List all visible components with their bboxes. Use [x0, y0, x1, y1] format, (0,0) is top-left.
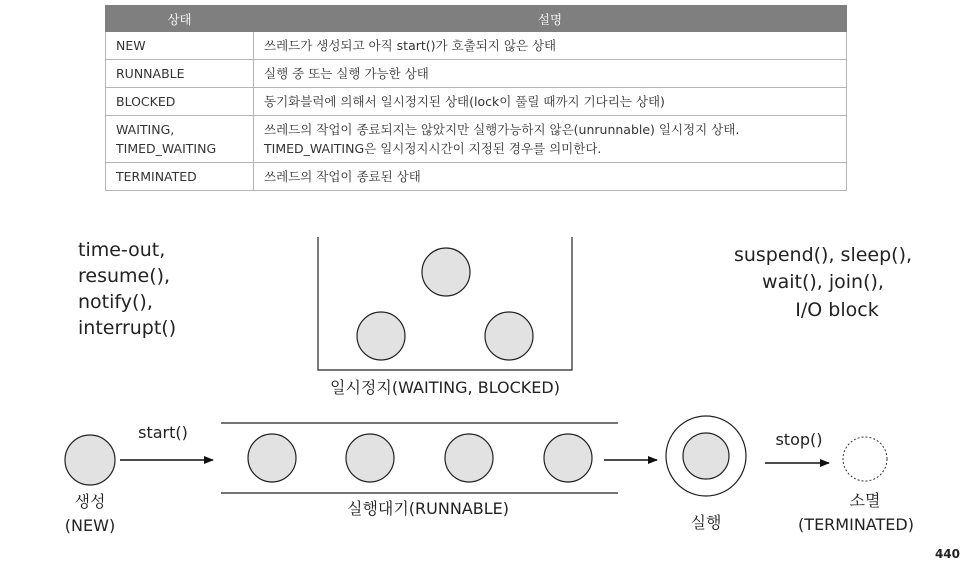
runnable-thread — [544, 434, 592, 482]
terminated-thread — [843, 437, 887, 481]
start-label: start() — [138, 423, 188, 442]
runnable-label: 실행대기(RUNNABLE) — [346, 499, 510, 518]
state-name: BLOCKED — [116, 94, 176, 109]
description-cell: 쓰레드가 생성되고 아직 start()가 호출되지 않은 상태 — [254, 32, 847, 60]
description-cell: 실행 중 또는 실행 가능한 상태 — [254, 60, 847, 88]
pause-method-label: I/O block — [795, 299, 879, 321]
pause-method-label: suspend(), sleep(), — [733, 244, 913, 266]
pause-method-label: wait(), join(), — [762, 271, 884, 293]
state-name: TERMINATED — [116, 169, 197, 184]
running-label: 실행 — [690, 513, 722, 532]
running-thread — [683, 433, 729, 479]
new-sub-label: (NEW) — [64, 516, 116, 535]
stop-label: stop() — [775, 430, 823, 449]
description-cell: 쓰레드의 작업이 종료된 상태 — [254, 163, 847, 191]
terminated-label: 소멸 — [849, 491, 881, 510]
terminated-sub-label: (TERMINATED) — [798, 515, 914, 534]
new-label: 생성 — [74, 492, 106, 511]
state-name: NEW — [116, 38, 146, 53]
waiting-label: 일시정지(WAITING, BLOCKED) — [330, 378, 560, 397]
runnable-thread — [346, 434, 394, 482]
new-thread — [65, 435, 115, 485]
resume-method-label: time-out, — [78, 239, 166, 261]
header-description: 설명 — [254, 6, 847, 32]
state-name: WAITING, — [116, 122, 175, 137]
waiting-thread — [422, 248, 470, 296]
header-state: 상태 — [106, 6, 254, 32]
state-name: TIMED_WAITING — [116, 141, 217, 156]
runnable-thread — [248, 434, 296, 482]
state-name: RUNNABLE — [116, 66, 185, 81]
description-cell: 동기화블럭에 의해서 일시정지된 상태(lock이 풀릴 때까지 기다리는 상태) — [254, 88, 847, 116]
resume-method-label: resume(), — [78, 265, 171, 287]
resume-method-label: interrupt() — [78, 317, 177, 339]
page-number: 440 — [934, 547, 960, 561]
description-cell: 쓰레드의 작업이 종료되지는 않았지만 실행가능하지 않은(unrunnable) 일시정지 상태. TIMED_WAITING은 일시정지시간이 지정된 경우를 의미한다. — [254, 116, 847, 163]
waiting-thread — [485, 312, 533, 360]
waiting-thread — [357, 312, 405, 360]
resume-method-label: notify(), — [78, 291, 153, 313]
runnable-thread — [445, 434, 493, 482]
